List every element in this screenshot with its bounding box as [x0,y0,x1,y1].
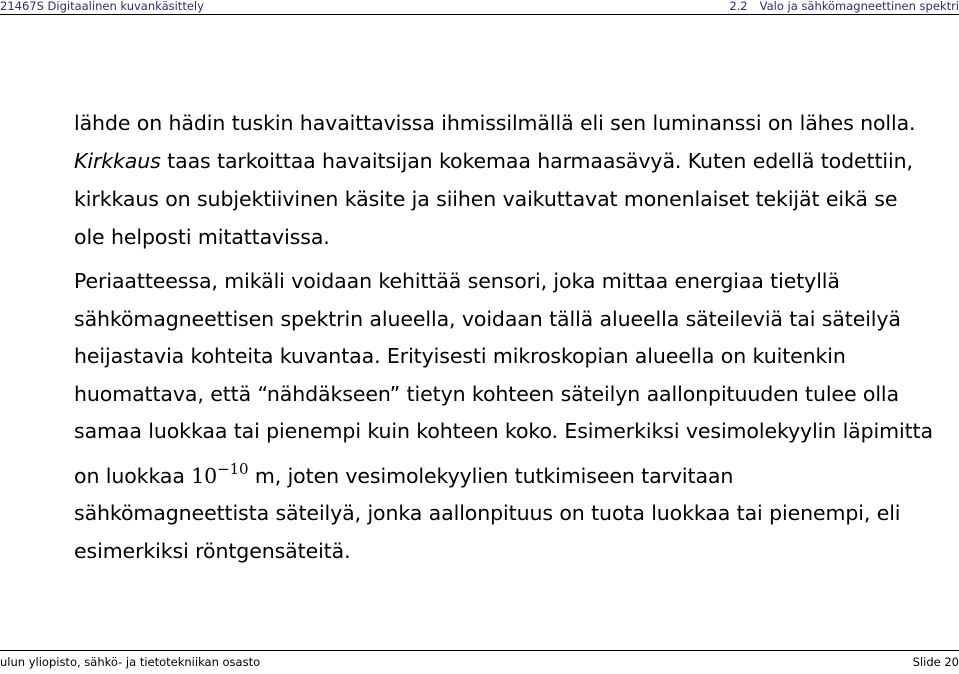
slide-number: Slide 20 [912,655,959,669]
math-base: 10 [191,463,218,488]
slide-body [74,104,934,570]
paragraph-2-text-a: Periaatteessa, mikäli voidaan kehittää sensori, joka mittaa energiaa tietyllä sähkömagneettisen spektrin alueella, voidaan tällä alueella säteileviä tai säteilyä heijastavia kohteita kuvantaa. Erityisesti mikroskopian alueella on kuitenkin huomattava, että “nähdäkseen” tietyn kohteen säteilyn aallonpituuden tulee olla samaa luokkaa tai pienempi kuin kohteen koko. Esimerkiksi vesimolekyylin läpimitta on luokkaa [74,269,933,488]
section-title: Valo ja sähkömagneettinen spektri [759,0,959,13]
paragraph-1-text-a: lähde on hädin tuskin havaittavissa ihmissilmällä eli sen luminanssi on lähes nolla. [74,111,916,135]
paragraph-1-text-b: taas tarkoittaa havaitsijan kokemaa harmaasävyä. Kuten edellä todettiin, kirkkaus on subjektiivinen käsite ja siihen vaikuttavat monenlaiset tekijät eikä se ole helposti mitattavissa. [74,149,913,249]
slide-footer [0,655,959,671]
math-expression [191,459,249,488]
slide-header [0,0,959,16]
paragraph-sensors [74,263,934,570]
section-heading [729,0,959,13]
math-exponent: −10 [217,459,249,478]
section-number: 2.2 [729,0,748,13]
paragraph-2-text-b: m, joten vesimolekyylien tutkimiseen tarvitaan sähkömagneettista säteilyä, jonka aallonpituus on tuota luokkaa tai pienempi, eli esimerkiksi röntgensäteitä. [74,463,901,563]
emphasized-term: Kirkkaus [74,149,161,173]
course-title: 21467S Digitaalinen kuvankäsittely [0,0,204,13]
footer-divider [0,650,959,651]
header-divider [0,14,959,15]
paragraph-brightness [74,104,934,256]
institution-name: ulun yliopisto, sähkö- ja tietotekniikan osasto [0,655,261,669]
